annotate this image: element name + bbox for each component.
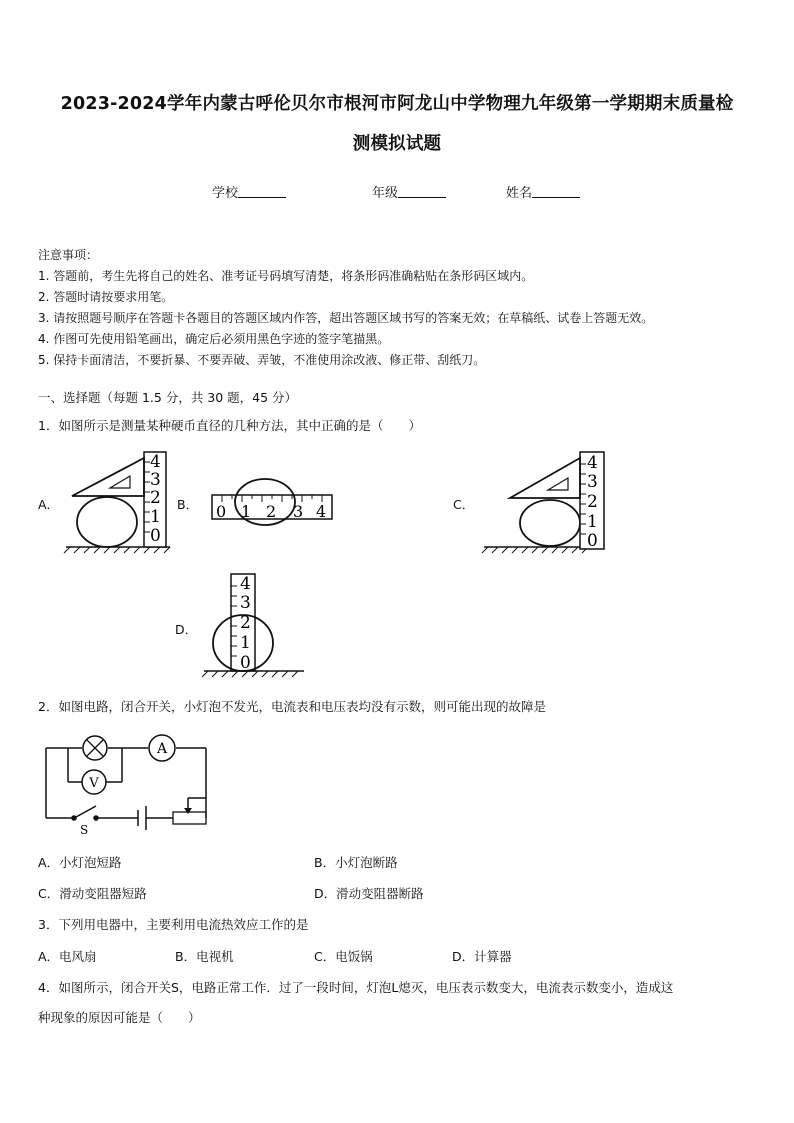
ruler-tick-label: 0 <box>216 502 227 521</box>
ruler-tick-label: 4 <box>150 452 161 472</box>
notes-heading: 注意事项： <box>38 248 99 262</box>
note-item: 4. 作图可先使用铅笔画出，确定后必须用黑色字迹的签字笔描黑。 <box>38 332 390 346</box>
coin-figure-a <box>62 450 177 554</box>
q2-option-a: A．小灯泡短路 <box>38 855 122 870</box>
q1-stem: 1．如图所示是测量某种硬币直径的几种方法，其中正确的是（ ） <box>38 418 421 433</box>
switch-label: S <box>80 823 89 837</box>
grade-field: 年级 <box>372 182 446 201</box>
ruler-tick-label: 3 <box>587 472 598 492</box>
q1-option-a-label: A． <box>38 497 60 512</box>
ruler-tick-label: 3 <box>150 470 161 490</box>
coin-figure-c <box>480 450 610 554</box>
page-title-line1: 2023-2024学年内蒙古呼伦贝尔市根河市阿龙山中学物理九年级第一学期期末质量检 <box>60 94 734 114</box>
note-item: 5. 保持卡面清洁，不要折暴、不要弄破、弄皱，不准使用涂改液、修正带、刮纸刀。 <box>38 353 486 367</box>
q1-option-c-label: C． <box>453 497 475 512</box>
note-item: 3. 请按照题号顺序在答题卡各题目的答题区域内作答，超出答题区域书写的答案无效；在草稿纸、试卷上答题无效。 <box>38 311 654 325</box>
ruler-tick-label: 0 <box>150 526 161 546</box>
q3-option-d: D．计算器 <box>452 949 512 964</box>
ruler-tick-label: 4 <box>240 574 251 594</box>
voltmeter-label: V <box>89 776 99 791</box>
ruler-tick-label: 2 <box>266 502 277 521</box>
circuit-diagram-q2 <box>38 728 213 838</box>
q4-stem-line1: 4．如图所示，闭合开关S，电路正常工作．过了一段时间，灯泡L熄灭，电压表示数变大，电流表示数变小，造成这 <box>38 980 674 995</box>
coin-figure-d <box>200 570 310 682</box>
ruler-tick-label: 2 <box>150 488 161 508</box>
q2-stem: 2．如图电路，闭合开关，小灯泡不发光，电流表和电压表均没有示数，则可能出现的故障是 <box>38 699 546 714</box>
name-field: 姓名 <box>506 182 580 201</box>
q2-option-d: D．滑动变阻器断路 <box>314 886 424 901</box>
ruler-tick-label: 1 <box>587 512 598 532</box>
notes-block <box>38 245 653 371</box>
q3-stem: 3．下列用电器中，主要利用电流热效应工作的是 <box>38 917 309 932</box>
page-title-line2: 测模拟试题 <box>352 134 442 154</box>
note-item: 1. 答题前，考生先将自己的姓名、准考证号码填写清楚，将条形码准确粘贴在条形码区域内。 <box>38 269 534 283</box>
ruler-tick-label: 2 <box>587 492 598 512</box>
ruler-tick-label: 2 <box>240 613 251 633</box>
coin-figure-b <box>208 475 336 529</box>
school-field: 学校 <box>212 182 286 201</box>
section-heading: 一、选择题（每题 1.5 分，共 30 题，45 分） <box>38 390 298 405</box>
ruler-tick-label: 3 <box>293 502 304 521</box>
ruler-tick-label: 0 <box>587 531 598 551</box>
ruler-tick-label: 1 <box>240 633 251 653</box>
ruler-tick-label: 1 <box>241 502 252 521</box>
q3-option-c: C．电饭锅 <box>314 949 373 964</box>
ruler-tick-label: 1 <box>150 507 161 527</box>
ruler-tick-label: 3 <box>240 593 251 613</box>
ruler-tick-label: 0 <box>240 653 251 673</box>
q3-option-a: A．电风扇 <box>38 949 97 964</box>
q2-option-b: B．小灯泡断路 <box>314 855 398 870</box>
ammeter-label: A <box>156 741 168 757</box>
note-item: 2. 答题时请按要求用笔。 <box>38 290 174 304</box>
q2-option-c: C．滑动变阻器短路 <box>38 886 147 901</box>
q4-stem-line2: 种现象的原因可能是（ ） <box>38 1010 201 1025</box>
ruler-tick-label: 4 <box>316 502 327 521</box>
lamp-icon <box>83 736 107 760</box>
ruler-tick-label: 4 <box>587 453 598 473</box>
q1-option-b-label: B． <box>177 497 199 512</box>
q3-option-b: B．电视机 <box>175 949 234 964</box>
q1-option-d-label: D． <box>175 622 198 637</box>
